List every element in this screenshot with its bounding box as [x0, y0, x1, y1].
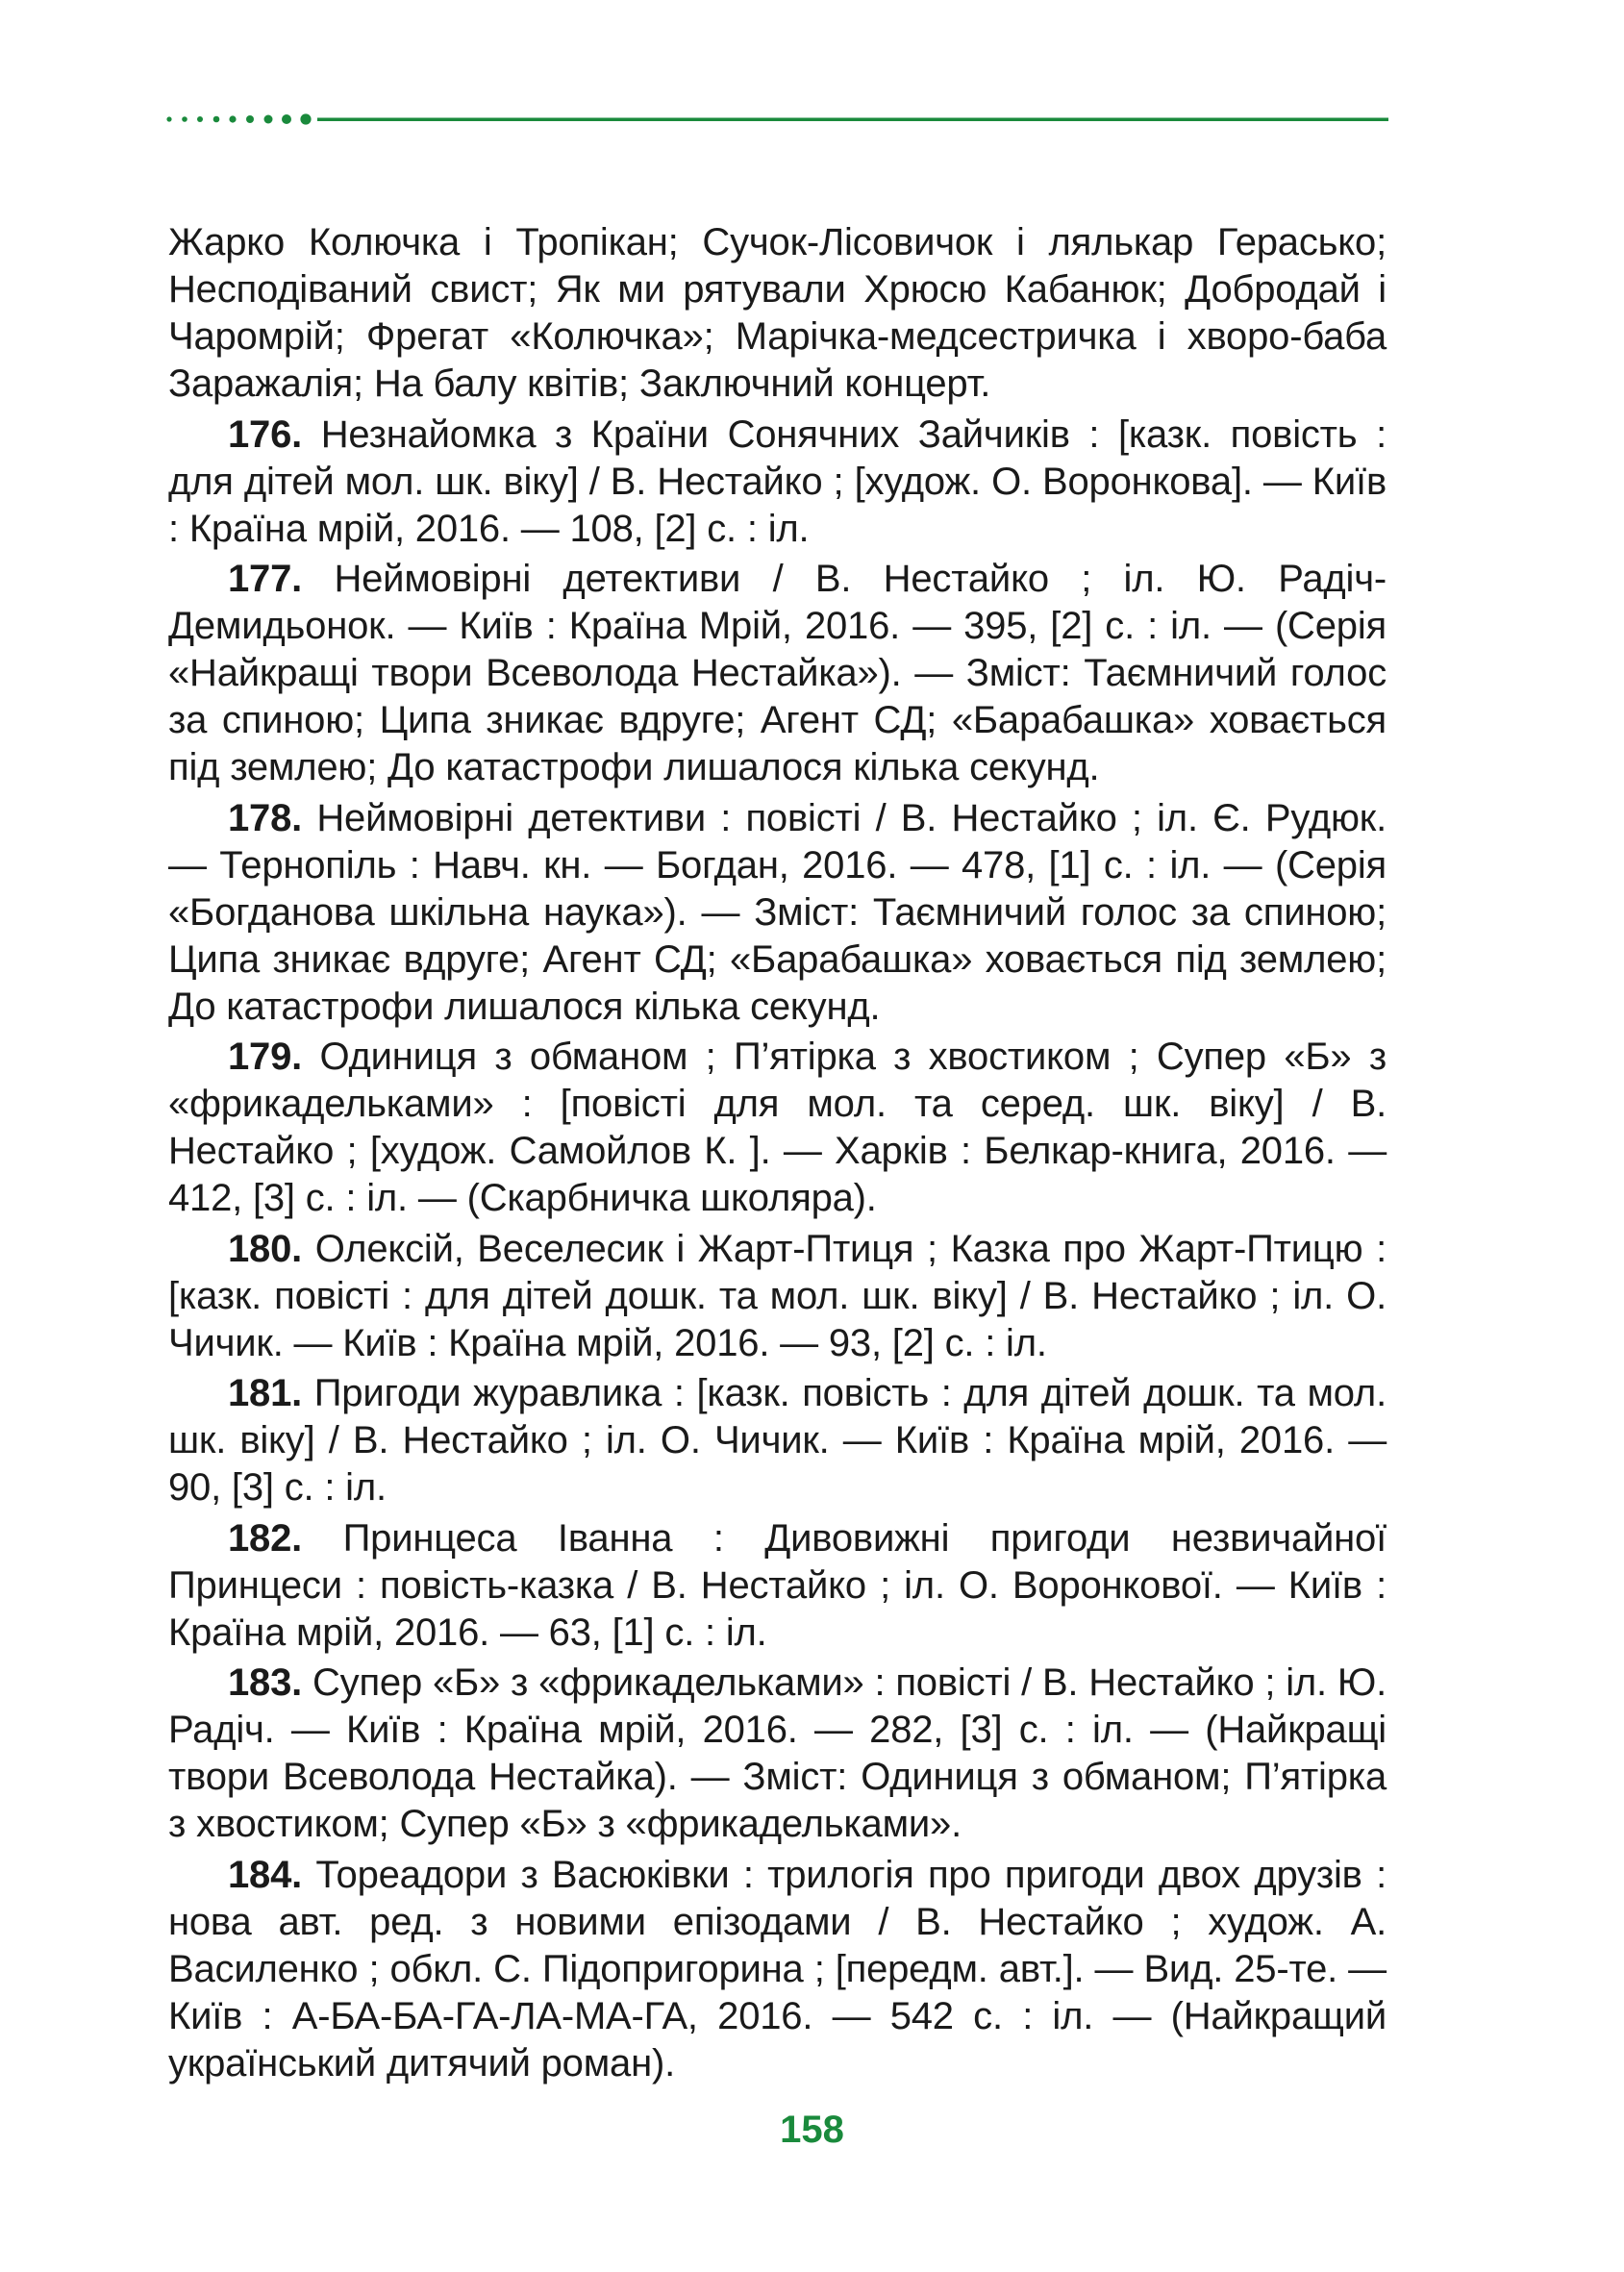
bibliography-entry: [168, 1852, 1387, 2087]
entry-text: Олексій, Веселесик і Жарт-Птиця ; Казка про Жарт-Птицю : [казк. повісті : для дітей дошк. та мол. шк. віку] / В. Нестайко ; іл. О. Чичик. — Київ : Країна мрій, 2016. — 93, [2] с. : іл.: [168, 1227, 1387, 1364]
entry-number: 182.: [228, 1516, 303, 1560]
page-number: 158: [780, 2109, 844, 2151]
bibliography-entry: [168, 1226, 1387, 1367]
bibliography-text: [168, 219, 1387, 2087]
entry-number: 179.: [228, 1036, 303, 1078]
header-dotted-rule: [165, 112, 1388, 126]
entry-number: 184.: [228, 1853, 303, 1896]
bibliography-entry: [168, 1370, 1387, 1511]
entry-number: 183.: [228, 1661, 303, 1704]
entry-number: 178.: [228, 796, 303, 839]
entry-text: Неймовірні детективи : повісті / В. Нестайко ; іл. Є. Рудюк. — Тернопіль : Навч. кн. — Богдан, 2016. — 478, [1] с. : іл. — (Серія «Богданова шкільна наука»). — Зміст: Таємничий голос за спиною; Ципа зникає вдруге; Агент СД; «Барабашка» ховається під землею; До катастрофи лишалося кілька секунд.: [168, 796, 1387, 1028]
entry-number: 180.: [228, 1227, 303, 1270]
bibliography-entry: [168, 1660, 1387, 1848]
bibliography-entry: [168, 556, 1387, 791]
entry-text: Пригоди журавлика : [казк. повість : для дітей дошк. та мол. шк. віку] / В. Нестайко ; іл. О. Чичик. — Київ : Країна мрій, 2016. — 90, [3] с. : іл.: [168, 1372, 1387, 1509]
bibliography-entry: [168, 412, 1387, 553]
bibliography-entry: [168, 1034, 1387, 1222]
entry-number: 177.: [228, 558, 303, 600]
entry-number: 176.: [228, 412, 303, 456]
continuation-paragraph: Жарко Колючка і Тропікан; Сучок-Лісовичок і лялькар Герасько; Несподіваний свист; Як ми рятували Хрюсю Кабанюк; Добродай і Чаромрій; Фрегат «Колючка»; Марічка-медсестричка і хворо-баба Заражалія; На балу квітів; Заключний концерт.: [168, 221, 1387, 405]
entry-text: Тореадори з Васюківки : трилогія про пригоди двох друзів : нова авт. ред. з новими епізодами / В. Нестайко ; худож. А. Василенко ; обкл. С. Підопригорина ; [передм. авт.]. — Вид. 25-те. — Київ : А-БА-БА-ГА-ЛА-МА-ГА, 2016. — 542 с. : іл. — (Найкращий український дитячий роман).: [168, 1853, 1387, 2085]
entry-text: Незнайомка з Країни Сонячних Зайчиків : [казк. повість : для дітей мол. шк. віку] / В. Нестайко ; [худож. О. Воронкова]. — Київ : Країна мрій, 2016. — 108, [2] с. : іл.: [168, 412, 1387, 550]
entry-number: 181.: [228, 1372, 303, 1414]
entry-text: Неймовірні детективи / В. Нестайко ; іл. Ю. Радіч-Демидьонок. — Київ : Країна Мрій, 2016. — 395, [2] с. : іл. — (Серія «Найкращі твори Всеволода Нестайка»). — Зміст: Таємничий голос за спиною; Ципа зникає вдруге; Агент СД; «Барабашка» ховається під землею; До катастрофи лишалося кілька секунд.: [168, 558, 1387, 788]
entry-text: Одиниця з обманом ; П’ятірка з хвостиком ; Супер «Б» з «фрикадельками» : [повісті для мол. та серед. шк. віку] / В. Нестайко ; [худож. Самойлов К. ]. — Харків : Белкар-книга, 2016. — 412, [3] с. : іл. — (Скарбничка школяра).: [168, 1036, 1387, 1219]
bibliography-entry: [168, 795, 1387, 1031]
entry-text: Супер «Б» з «фрикадельками» : повісті / В. Нестайко ; іл. Ю. Радіч. — Київ : Країна мрій, 2016. — 282, [3] с. : іл. — (Найкращі твори Всеволода Нестайка). — Зміст: Одиниця з обманом; П’ятірка з хвостиком; Супер «Б» з «фрикадельками».: [168, 1661, 1387, 1845]
bibliography-entry: [168, 1515, 1387, 1657]
entry-text: Принцеса Іванна : Дивовижні пригоди незвичайної Принцеси : повість-казка / В. Нестайко ; іл. О. Воронкової. — Київ : Країна мрій, 2016. — 63, [1] с. : іл.: [168, 1516, 1387, 1654]
